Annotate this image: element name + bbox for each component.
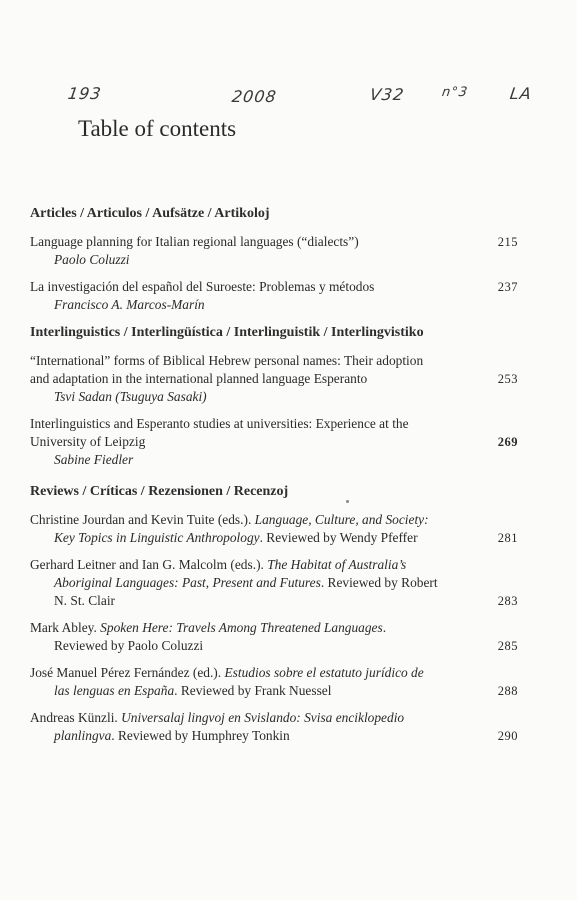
entry-line-1: José Manuel Pérez Fernández (ed.). Estudios sobre el estatuto jurídico de [30, 665, 424, 680]
entry-author: Paolo Coluzzi [54, 252, 130, 267]
toc-entry[interactable] [30, 709, 520, 745]
entry-title-line-1: Interlinguistics and Esperanto studies at universities: Experience at the [30, 416, 409, 431]
section-heading-reviews: Reviews / Críticas / Rezensionen / Recenzoj [30, 484, 289, 499]
handwritten-note-issue: n°3 [440, 85, 470, 100]
toc-entry[interactable] [30, 619, 520, 655]
toc-entry[interactable] [30, 511, 520, 547]
entry-line-1: Christine Jourdan and Kevin Tuite (eds.). Language, Culture, and Society: [30, 512, 429, 527]
page-number: 283 [497, 594, 518, 608]
handwritten-note-year: 2008 [230, 87, 279, 106]
entry-title: Language planning for Italian regional languages (“dialects”) [30, 234, 359, 249]
paper-speck [346, 500, 349, 503]
toc-entry[interactable] [30, 415, 520, 469]
page-number: 215 [497, 235, 518, 249]
entry-title-line-1: “International” forms of Biblical Hebrew personal names: Their adoption [30, 353, 424, 368]
entry-line-2: las lenguas en España. Reviewed by Frank Nuessel [54, 683, 332, 698]
entry-line-1: Gerhard Leitner and Ian G. Malcolm (eds.). The Habitat of Australia’s [30, 557, 407, 572]
entry-line-3: N. St. Clair [54, 593, 116, 608]
toc-entry[interactable] [30, 664, 520, 700]
page-number: 237 [497, 280, 518, 294]
entry-title-line-2: and adaptation in the international planned language Esperanto [30, 371, 368, 386]
entry-author: Francisco A. Marcos-Marín [54, 297, 205, 312]
entry-line-1: Andreas Künzli. Universalaj lingvoj en Svislando: Svisa enciklopedio [30, 710, 405, 725]
handwritten-note-code: LA [508, 84, 534, 103]
entry-author: Tsvi Sadan (Tsuguya Sasaki) [54, 389, 207, 404]
toc-entry[interactable] [30, 556, 520, 610]
entry-line-2: Reviewed by Paolo Coluzzi [54, 638, 204, 653]
entry-author: Sabine Fiedler [54, 452, 134, 467]
entry-line-2: Key Topics in Linguistic Anthropology. Reviewed by Wendy Pfeffer [54, 530, 418, 545]
entry-line-2: Aboriginal Languages: Past, Present and Futures. Reviewed by Robert [54, 575, 438, 590]
page-number: 290 [497, 729, 518, 743]
page-number: 253 [497, 372, 518, 386]
toc-entry[interactable] [30, 278, 520, 314]
page-number: 269 [497, 435, 518, 449]
handwritten-note-number: 193 [66, 84, 103, 103]
entry-title: La investigación del español del Suroeste: Problemas y métodos [30, 279, 375, 294]
handwritten-note-volume: V32 [368, 85, 406, 104]
toc-content [30, 204, 520, 745]
page-number: 288 [497, 684, 518, 698]
section-heading-articles: Articles / Articulos / Aufsätze / Artikoloj [30, 206, 270, 221]
section-heading-interlinguistics: Interlinguistics / Interlingüística / Interlinguistik / Interlingvistiko [30, 325, 424, 340]
page-title: Table of contents [78, 116, 237, 141]
entry-title-line-2: University of Leipzig [30, 434, 146, 449]
toc-entry[interactable] [30, 352, 520, 406]
page-number: 281 [497, 531, 518, 545]
entry-line-2: planlingva. Reviewed by Humphrey Tonkin [54, 728, 290, 743]
entry-line-1: Mark Abley. Spoken Here: Travels Among Threatened Languages. [30, 620, 387, 635]
page-number: 285 [497, 639, 518, 653]
toc-entry[interactable] [30, 233, 520, 269]
